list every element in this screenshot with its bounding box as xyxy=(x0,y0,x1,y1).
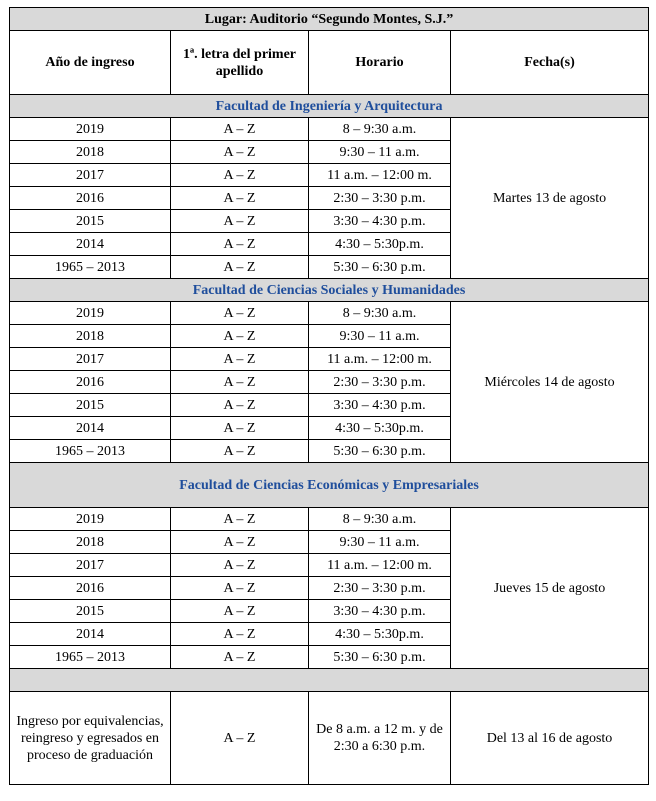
letter-cell: A – Z xyxy=(171,394,309,417)
separator-cell xyxy=(10,669,649,692)
letter-cell: A – Z xyxy=(171,554,309,577)
letter-cell: A – Z xyxy=(171,577,309,600)
faculty-title: Facultad de Ciencias Sociales y Humanidades xyxy=(10,279,649,302)
year-cell: 2015 xyxy=(10,600,171,623)
place-title: Lugar: Auditorio “Segundo Montes, S.J.” xyxy=(10,8,649,31)
special-date-cell: Del 13 al 16 de agosto xyxy=(451,692,649,785)
letter-cell: A – Z xyxy=(171,302,309,325)
schedule-table xyxy=(9,7,649,785)
time-cell: 2:30 – 3:30 p.m. xyxy=(309,187,451,210)
year-cell: 1965 – 2013 xyxy=(10,256,171,279)
year-cell: 2018 xyxy=(10,325,171,348)
letter-cell: A – Z xyxy=(171,256,309,279)
header-year: Año de ingreso xyxy=(10,31,171,95)
year-cell: 2016 xyxy=(10,577,171,600)
year-cell: 2014 xyxy=(10,233,171,256)
time-cell: 9:30 – 11 a.m. xyxy=(309,325,451,348)
time-cell: 4:30 – 5:30p.m. xyxy=(309,417,451,440)
time-cell: 5:30 – 6:30 p.m. xyxy=(309,256,451,279)
year-cell: 2019 xyxy=(10,118,171,141)
letter-cell: A – Z xyxy=(171,623,309,646)
time-cell: 5:30 – 6:30 p.m. xyxy=(309,440,451,463)
letter-cell: A – Z xyxy=(171,164,309,187)
time-cell: 8 – 9:30 a.m. xyxy=(309,508,451,531)
place-row xyxy=(10,8,649,31)
header-letter: 1ª. letra del primer apellido xyxy=(171,31,309,95)
special-row xyxy=(10,692,649,785)
letter-cell: A – Z xyxy=(171,531,309,554)
faculty-row xyxy=(10,279,649,302)
year-cell: 2014 xyxy=(10,623,171,646)
letter-cell: A – Z xyxy=(171,646,309,669)
letter-cell: A – Z xyxy=(171,118,309,141)
year-cell: 2018 xyxy=(10,141,171,164)
year-cell: 2019 xyxy=(10,302,171,325)
date-cell: Jueves 15 de agosto xyxy=(451,508,649,669)
time-cell: 3:30 – 4:30 p.m. xyxy=(309,600,451,623)
letter-cell: A – Z xyxy=(171,371,309,394)
faculty-row xyxy=(10,463,649,508)
date-cell: Martes 13 de agosto xyxy=(451,118,649,279)
letter-cell: A – Z xyxy=(171,440,309,463)
time-cell: 3:30 – 4:30 p.m. xyxy=(309,394,451,417)
time-cell: 11 a.m. – 12:00 m. xyxy=(309,348,451,371)
year-cell: 1965 – 2013 xyxy=(10,440,171,463)
faculty-title: Facultad de Ciencias Económicas y Empresariales xyxy=(10,463,649,508)
year-cell: 2018 xyxy=(10,531,171,554)
letter-cell: A – Z xyxy=(171,348,309,371)
faculty-row xyxy=(10,95,649,118)
header-row xyxy=(10,31,649,95)
time-cell: 4:30 – 5:30p.m. xyxy=(309,233,451,256)
table-row xyxy=(10,508,649,531)
letter-cell: A – Z xyxy=(171,187,309,210)
year-cell: 2015 xyxy=(10,394,171,417)
year-cell: 2016 xyxy=(10,187,171,210)
letter-cell: A – Z xyxy=(171,233,309,256)
year-cell: 2017 xyxy=(10,348,171,371)
time-cell: 9:30 – 11 a.m. xyxy=(309,531,451,554)
year-cell: 2017 xyxy=(10,164,171,187)
header-schedule: Horario xyxy=(309,31,451,95)
year-cell: 2014 xyxy=(10,417,171,440)
letter-cell: A – Z xyxy=(171,600,309,623)
special-year-cell: Ingreso por equivalencias, reingreso y egresados en proceso de graduación xyxy=(10,692,171,785)
year-cell: 1965 – 2013 xyxy=(10,646,171,669)
letter-cell: A – Z xyxy=(171,141,309,164)
year-cell: 2015 xyxy=(10,210,171,233)
special-letter-cell: A – Z xyxy=(171,692,309,785)
table-row xyxy=(10,302,649,325)
header-date: Fecha(s) xyxy=(451,31,649,95)
year-cell: 2017 xyxy=(10,554,171,577)
time-cell: 2:30 – 3:30 p.m. xyxy=(309,371,451,394)
time-cell: 4:30 – 5:30p.m. xyxy=(309,623,451,646)
time-cell: 9:30 – 11 a.m. xyxy=(309,141,451,164)
letter-cell: A – Z xyxy=(171,325,309,348)
time-cell: 8 – 9:30 a.m. xyxy=(309,118,451,141)
table-row xyxy=(10,118,649,141)
separator-row xyxy=(10,669,649,692)
letter-cell: A – Z xyxy=(171,417,309,440)
letter-cell: A – Z xyxy=(171,508,309,531)
date-cell: Miércoles 14 de agosto xyxy=(451,302,649,463)
faculty-title: Facultad de Ingeniería y Arquitectura xyxy=(10,95,649,118)
time-cell: 11 a.m. – 12:00 m. xyxy=(309,164,451,187)
time-cell: 8 – 9:30 a.m. xyxy=(309,302,451,325)
time-cell: 2:30 – 3:30 p.m. xyxy=(309,577,451,600)
letter-cell: A – Z xyxy=(171,210,309,233)
time-cell: 3:30 – 4:30 p.m. xyxy=(309,210,451,233)
time-cell: 11 a.m. – 12:00 m. xyxy=(309,554,451,577)
special-time-cell: De 8 a.m. a 12 m. y de 2:30 a 6:30 p.m. xyxy=(309,692,451,785)
year-cell: 2016 xyxy=(10,371,171,394)
year-cell: 2019 xyxy=(10,508,171,531)
time-cell: 5:30 – 6:30 p.m. xyxy=(309,646,451,669)
